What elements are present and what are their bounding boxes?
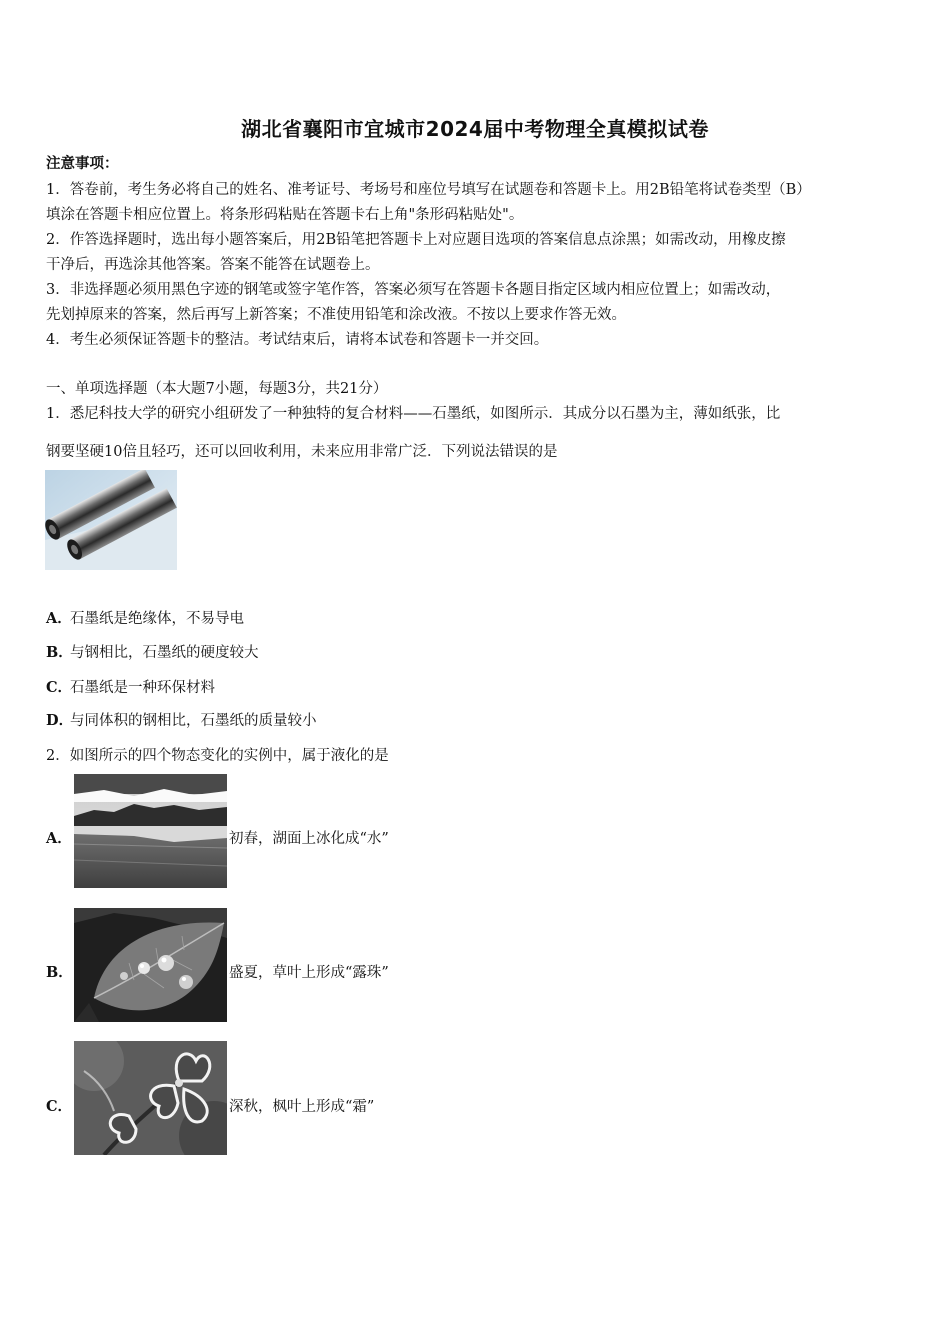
notes-line: 先划掉原来的答案，然后再写上新答案；不准使用铅笔和涂改液。不按以上要求作答无效。: [46, 307, 626, 323]
notes-heading: 注意事项：: [46, 155, 119, 172]
option-text: 石墨纸是绝缘体，不易导电: [70, 611, 244, 627]
option-text: 与同体积的钢相比，石墨纸的质量较小: [70, 713, 317, 729]
notes-line: 4．考生必须保证答题卡的整洁。考试结束后，请将本试卷和答题卡一并交回。: [46, 332, 549, 348]
option-b: [46, 641, 259, 662]
q2-option-c-text: 深秋，枫叶上形成“霜”: [229, 1099, 375, 1115]
dew-leaf-photo: [74, 908, 227, 1022]
option-key: C．: [46, 679, 73, 696]
q2-option-a-text: 初春，湖面上冰化成“水”: [229, 831, 389, 847]
notes-line: 填涂在答题卡相应位置上。将条形码粘贴在答题卡右上角"条形码粘贴处"。: [46, 207, 524, 223]
question-2-stem: 2．如图所示的四个物态变化的实例中，属于液化的是: [46, 748, 389, 764]
option-key: A．: [46, 610, 72, 627]
question-1-stem-cont: 钢要坚硬10倍且轻巧，还可以回收利用，未来应用非常广泛．下列说法错误的是: [46, 444, 558, 460]
option-text: 与钢相比，石墨纸的硬度较大: [70, 645, 259, 661]
option-key: B．: [46, 644, 73, 661]
option-c: [46, 676, 215, 697]
q2-option-a-key: A．: [46, 830, 72, 847]
page-title: 湖北省襄阳市宜城市2024届中考物理全真模拟试卷: [241, 117, 709, 141]
q2-option-b-text: 盛夏，草叶上形成“露珠”: [229, 965, 389, 981]
graphite-paper-photo: [45, 470, 177, 570]
notes-line: 3．非选择题必须用黑色字迹的钢笔或签字笔作答，答案必须写在答题卡各题目指定区域内相应位置上；如需改动，: [46, 282, 781, 298]
lake-ice-photo: [74, 774, 227, 888]
option-key: D．: [46, 712, 74, 729]
option-a: [46, 607, 244, 628]
notes-line: 2．作答选择题时，选出每小题答案后，用2B铅笔把答题卡上对应题目选项的答案信息点涂黑；如需改动，用橡皮擦: [46, 232, 786, 248]
option-d: [46, 709, 317, 730]
frost-leaf-photo: [74, 1041, 227, 1155]
option-text: 石墨纸是一种环保材料: [70, 680, 215, 696]
q2-option-b-key: B．: [46, 964, 73, 981]
notes-line: 干净后，再选涂其他答案。答案不能答在试题卷上。: [46, 257, 380, 273]
question-1-stem: 1．悉尼科技大学的研究小组研发了一种独特的复合材料——石墨纸，如图所示．其成分以石墨为主，薄如纸张，比: [46, 406, 781, 422]
q2-option-c-key: C．: [46, 1098, 73, 1115]
section-heading: 一、单项选择题（本大题7小题，每题3分，共21分）: [46, 381, 388, 397]
notes-line: 1．答卷前，考生务必将自己的姓名、准考证号、考场号和座位号填写在试题卷和答题卡上。用2B铅笔将试卷类型（B）: [46, 182, 811, 198]
